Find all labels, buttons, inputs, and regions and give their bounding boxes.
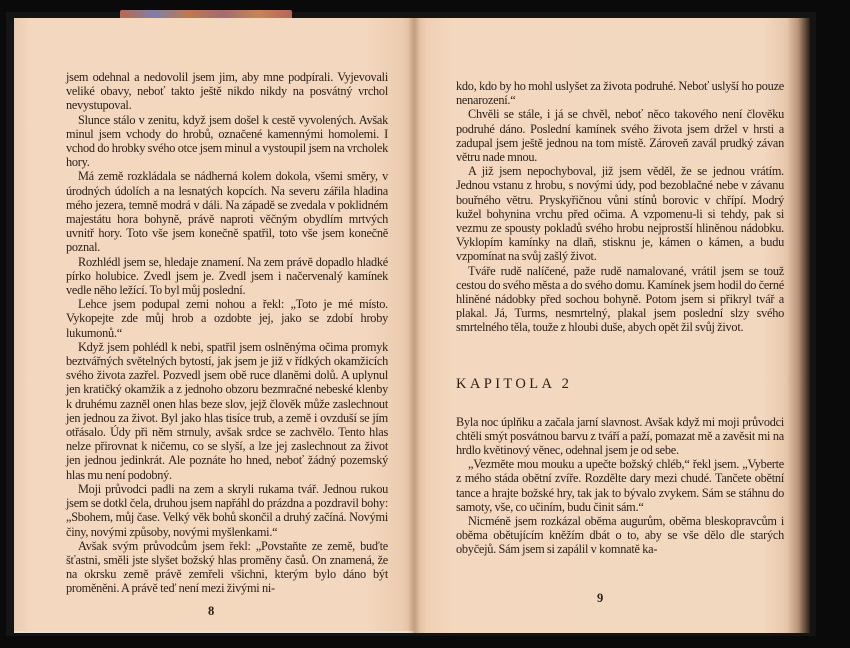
chapter-heading: KAPITOLA 2	[456, 375, 573, 392]
paragraph: A již jsem nepochyboval, již jsem věděl, že se jednou vrátím. Jednou vstanu z hrobu, s novými údy, pod bezoblačné nebe v závanu bouřného větru. Pryskyřičnou vůni stínů borovic v chřípí. Modrý kužel bohynina vrchu před očima. A vzpomenu-li si tehdy, pak si vezmu ze spousty pokladů svého hrobu nejprostší hliněnou nádobku. Vyklopím kamínky na dlaň, stisknu je, kámen o kámen, a budu vzpomínat na svůj zašlý život.	[456, 164, 784, 264]
paragraph: Nicméně jsem rozkázal oběma augurům, oběma bleskopravcům i oběma obětujícím kněžím dbát o to, aby se vše dělo dle starých obyčejů. Sám jsem si zapálil v komnatě ka-	[456, 514, 784, 557]
paragraph: kdo, kdo by ho mohl uslyšet za života podruhé. Neboť uslyší ho pouze nenarození.“	[456, 79, 784, 108]
paragraph: Když jsem pohlédl k nebi, spatřil jsem oslněnýma očima promyk beztvářných světelných bytostí, jak jsem je již v řídkých okamžicích svého života zazřel. Pozvedl jsem obě ruce dlaněmi dolů. A uplynul jen kratičký okamžik a z jednoho obzoru bezmračné nebeské klenby k druhému zazněl onen hlas beze slov, jejž člověk může zaslechnout jen jednou za život. Byl jako hlas tisíce trub, a země i ovzduší se jím otřásalo. Údy při něm strnuly, avšak srdce se zachvělo. Tento hlas nelze přirovnat k ničemu, co se slyší, a lze jej zaslechnout za život jen jednou jedinkrát. Ale poznáte ho hned, neboť žádný pozemský hlas mu není podobný.	[66, 339, 388, 482]
paragraph: Má země rozkládala se nádherná kolem dokola, všemi směry, v úrodných údolích a na lesnatých kopcích. Na severu zářila hladina mého jezera, temně modrá v dáli. Na západě se zvedala v poklidném majestátu hora bohyně, právě naproti věčným obydlím mrtvých uvnitř hory. Toto vše jsem konečně spatřil, toto vše jsem konečně poznal.	[66, 169, 388, 255]
paragraph: Tváře rudě nalíčené, paže rudě namalované, vrátil jsem se touž cestou do svého města a do svého domu. Kamínek jsem hodil do černé hliněné nádobky před sochou bohyně. Potom jsem si přikryl tvář a plakal. Já, Turms, nesmrtelný, plakal jsem poslední slzy svého smrtelného těla, touže z hloubi duše, abych opět žil svůj život.	[456, 263, 784, 335]
page-number: 9	[597, 591, 604, 605]
right-page-text	[456, 79, 784, 557]
paragraph: jsem odehnal a nedovolil jsem jim, aby mne podpírali. Vyjevovali veliké obavy, neboť takto ještě nikdo nikdy na posvátný vrchol nevystupoval.	[66, 70, 388, 113]
paragraph: Avšak svým průvodcům jsem řekl: „Povstaňte ze země, buďte šťastni, směli jste slyšet božský hlas proměny časů. On znamená, že na okrsku země právě zemřeli všichni, kterým bylo dáno být proměněni. A právě teď není mezi živými ni-	[66, 538, 388, 596]
paragraph: Rozhlédl jsem se, hledaje znamení. Na zem právě dopadlo hladké pírko holubice. Zvedl jsem je. Zvedl jsem i načervenalý kamínek vedle něho ležící. To byl můj poslední.	[66, 254, 388, 298]
left-page	[14, 18, 414, 633]
paragraph: „Vezměte mou mouku a upečte božský chléb,“ řekl jsem. „Vyberte z mého stáda obětní zvíře. Rozdělte dary mezi chudé. Tančete obětní tance a hrajte božské hry, tak jak to bývalo zvykem. Sám se stáhnu do samoty, vše, co učiním, budu činit sám.“	[456, 457, 784, 514]
left-page-text	[66, 70, 388, 596]
right-page	[414, 18, 810, 633]
page-number: 8	[208, 604, 215, 618]
paragraph: Chvěli se stále, i já se chvěl, neboť něco takového není člověku podruhé dáno. Poslední kamínek svého života jsem držel v hrsti a zadupal jsem ještě jednou na tom místě. Zároveň zavál prudký závan větru nade mnou.	[456, 107, 784, 165]
paragraph: Lehce jsem podupal zemi nohou a řekl: „Toto je mé místo. Vykopejte zde můj hrob a ozdobte jej, jako se zdobí hroby lukumonů.“	[66, 297, 388, 340]
paragraph: Byla noc úplňku a začala jarní slavnost. Avšak když mi moji průvodci chtěli smýt posvátnou barvu z tváří a paží, pomazat mě a zavěsit mi na hrdlo květinový věnec, odehnal jsem je od sebe.	[456, 414, 784, 458]
paragraph: Moji průvodci padli na zem a skryli rukama tvář. Jednou rukou jsem se dotkl čela, druhou jsem napřáhl do prázdna a pozdravil bohy: „Sbohem, můj čase. Velký věk bohů skončil a druhý začíná. Novými činy, novými způsoby, novými myšlenkami.“	[66, 481, 388, 539]
paragraph: Slunce stálo v zenitu, když jsem došel k cestě vyvolených. Avšak minul jsem vchody do hrobů, označené kamennými homolemi. I vchod do hrobky svého otce jsem minul a vystoupil jsem na vrcholek hory.	[66, 112, 388, 170]
